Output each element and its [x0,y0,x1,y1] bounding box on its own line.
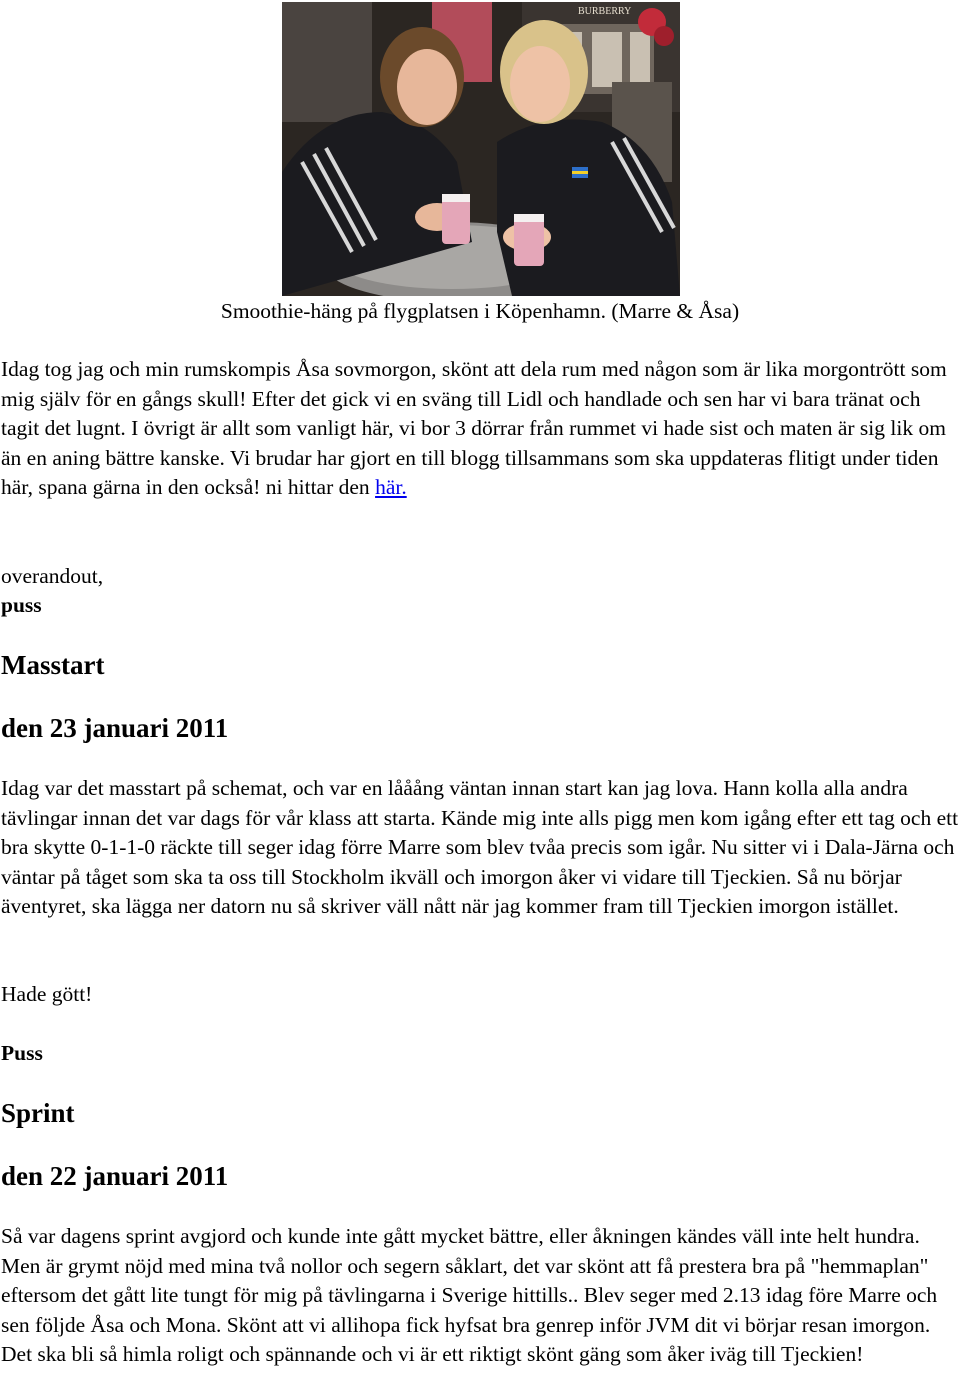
post-2-body: Idag var det masstart på schemat, och var en lååång väntan innan start kan jag lova. Hann kolla alla andra tävlingar innan det var dags för vår klass att starta. Kände mig inte alls pigg men kom igång efter ett tag och ett bra skytte 0-1-1-0 räckte till seger idag förre Marre som blev tvåa precis som igår. Nu sitter vi i Dala-Järna och väntar på tåget som ska ta oss till Stockholm ikväll och imorgon åker vi vidare till Tjeckien. Så nu börjar äventyret, ska lägga ner datorn nu så skriver väll nått när jag kommer fram till Tjeckien imorgon istället. [1,776,959,918]
post-3-title: Sprint [1,1098,75,1128]
post-2-title: Masstart [1,650,105,680]
post-1-signature: puss [1,593,42,617]
blog-link[interactable]: här. [375,475,407,499]
blog-photo [282,2,680,296]
post-2-date: den 23 januari 2011 [1,713,229,743]
photo-caption: Smoothie-häng på flygplatsen i Köpenhamn. (Marre & Åsa) [220,299,740,323]
post-1-text: Idag tog jag och min rumskompis Åsa sovmorgon, skönt att dela rum med någon som är lika morgontrött som mig själv för en gångs skull! Efter det gick vi en sväng till Lidl och handlade och sen har vi bara tränat och tagit det lugnt. I övrigt är allt som vanligt här, vi bor 3 dörrar från rummet vi hade sist och maten är sig lik om än en aning bättre kanske. Vi brudar har gjort en till blogg tillsammans som ska uppdateras flitigt under tiden här, spana gärna in den också! ni hittar den [1,357,947,499]
post-1-body [1,355,959,503]
burberry-sign: BURBERRY [578,6,632,17]
photo-two-girls-with-smoothies [282,2,680,296]
post-1-signoff: overandout, [1,564,104,588]
post-3-body: Så var dagens sprint avgjord och kunde inte gått mycket bättre, eller åkningen kändes väll inte helt hundra. Men är grymt nöjd med mina två nollor och segern såklart, det var skönt att få prestera bra på "hemmaplan" eftersom det gått lite tungt för mig på tävlingarna i Sverige hittills.. Blev seger med 2.13 idag före Marre och sen följde Åsa och Mona. Skönt att vi allihopa fick hyfsat bra genrep inför JVM dit vi börjar resan imorgon. Det ska bli så himla roligt och spännande och vi är ett riktigt skönt gäng som åker iväg till Tjeckien! [1,1224,938,1366]
post-1-paragraph [1,355,959,503]
post-2-signature: Puss [1,1041,43,1065]
post-2-signoff: Hade gött! [1,982,93,1006]
post-3-date: den 22 januari 2011 [1,1161,229,1191]
